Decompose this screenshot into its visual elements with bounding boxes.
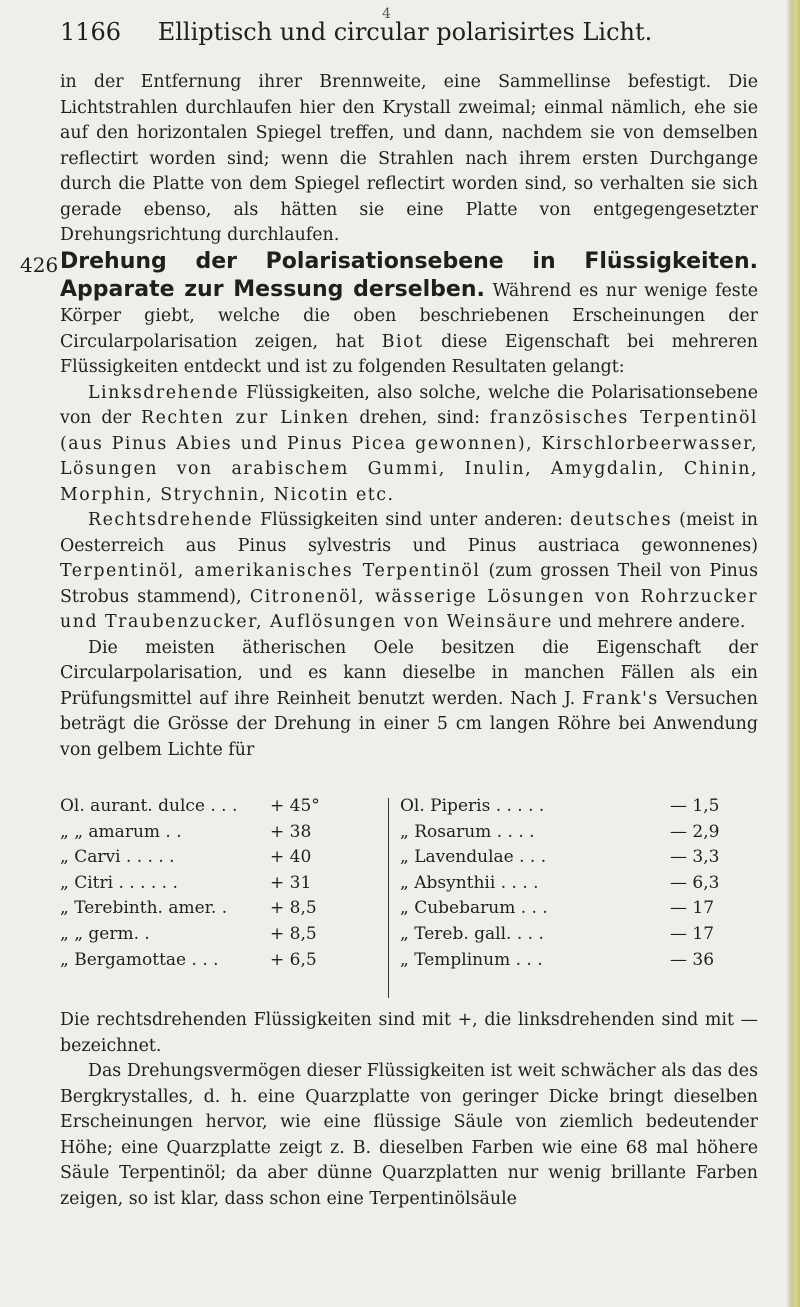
table-row: „ Templinum . . . — 36 — [400, 949, 715, 970]
author-biot: Biot — [381, 331, 424, 352]
table-row: „ Absynthii . . . . — 6,3 — [400, 872, 720, 893]
table-row: „ Lavendulae . . . — 3,3 — [400, 847, 720, 868]
section-title: Drehung der Polarisationsebene in Flüssigkeiten. Apparate zur Messung derselben. — [60, 249, 758, 302]
table-linksdrehend — [400, 794, 760, 973]
table-row: Ol. aurant. dulce . . . + 45° — [60, 796, 320, 816]
table-row: „ Carvi . . . . . + 40 — [60, 847, 312, 868]
running-title: Elliptisch und circular polarisirtes Licht. — [157, 18, 653, 46]
author-frank: Frank's — [582, 688, 659, 709]
section-number: 426 — [20, 253, 59, 277]
column-divider — [388, 798, 389, 998]
table-row: „ „ amarum . . + 38 — [60, 821, 312, 842]
section-body — [60, 249, 758, 763]
intro-text: in der Entfernung ihrer Brennweite, eine Sammellinse befestigt. Die Lichtstrahlen durchlaufen hier den Krystall zweimal; einmal nämlich, ehe sie auf den horizontalen Spiegel treffen, und dann, nachdem sie von demselben reflectirt worden sind; wenn die Strahlen nach ihrem ersten Durchgange durch die Platte von dem Spiegel reflectirt worden sind, so verhalten sie sich gerade ebenso, als hätten sie eine Platte von entgegengesetzter Drehungsrichtung durchlaufen. — [60, 72, 758, 245]
closing-text — [60, 1008, 758, 1212]
page-number: 1166 — [60, 18, 122, 46]
signature-mark: 4 — [382, 6, 391, 22]
last-paragraph: Das Drehungsvermögen dieser Flüssigkeiten ist weit schwächer als das des Bergkrystalles, d. h. eine Quarzplatte von geringer Dicke bringt dieselben Erscheinungen hervor, wie eine flüssige Säule von ziemlich bedeutender Höhe; eine Quarzplatte zeigt z. B. dieselben Farben wie eine 68 mal höhere Säule Terpentinöl; da aber dünne Quarzplatten nur wenig brillante Farben zeigen, so ist klar, dass schon eine Terpentinölsäule — [60, 1061, 758, 1209]
sign-note: Die rechtsdrehenden Flüssigkeiten sind mit +, die linksdrehenden sind mit — bezeichnet. — [60, 1010, 758, 1056]
table-row: „ Bergamottae . . . + 6,5 — [60, 949, 317, 970]
section-paragraph-4: Die meisten ätherischen Oele besitzen die Eigenschaft der Circularpolarisation, und es kann dieselbe in manchen Fällen als ein Prüfungsmittel auf ihre Reinheit benutzt werden. Nach J. Frank's Versuchen beträgt die Grösse der Drehung in einer 5 cm langen Röhre bei Anwendung von gelbem Lichte für — [60, 637, 759, 760]
table-row: „ Tereb. gall. . . . — 17 — [400, 923, 715, 944]
table-row: „ Citri . . . . . . + 31 — [60, 872, 312, 893]
section-paragraph-1: Drehung der Polarisationsebene in Flüssigkeiten. Apparate zur Messung derselben. Während es nur wenige feste Körper giebt, welche die oben beschriebenen Erscheinungen der Circularpolarisation zeigen, hat Biot diese Eigenschaft bei mehreren Flüssigkeiten entdeckt und ist zu folgenden Resultaten gelangt: — [60, 249, 758, 377]
rotation-tables — [60, 794, 760, 1004]
table-row: Ol. Piperis . . . . . — 1,5 — [400, 796, 720, 816]
page-edge — [786, 0, 800, 1307]
section-paragraph-3: Rechtsdrehende Flüssigkeiten sind unter anderen: deutsches (meist in Oesterreich aus Pinus sylvestris und Pinus austriaca gewonnenes) Terpentinöl, amerikanisches Terpentinöl (zum grossen Theil von Pinus Strobus stammend), Citronenöl, wässerige Lösungen von Rohrzucker und Traubenzucker, Auflösungen von Weinsäure und mehrere andere. — [60, 510, 759, 632]
page-header — [60, 18, 750, 58]
table-rechtsdrehend — [60, 794, 340, 973]
table-row: „ Terebinth. amer. . + 8,5 — [60, 898, 317, 919]
intro-paragraph — [60, 70, 758, 249]
table-row: „ Rosarum . . . . — 2,9 — [400, 821, 720, 842]
section-paragraph-2: Linksdrehende Flüssigkeiten, also solche, welche die Polarisationsebene von der Rechten zur Linken drehen, sind: französisches Terpentinöl (aus Pinus Abies und Pinus Picea gewonnen), Kirschlorbeerwasser, Lösungen von arabischem Gummi, Inulin, Amygdalin, Chinin, Morphin, Strychnin, Nicotin etc. — [60, 382, 758, 505]
table-row: „ Cubebarum . . . — 17 — [400, 898, 715, 919]
table-row: „ „ germ. . + 8,5 — [60, 923, 317, 944]
